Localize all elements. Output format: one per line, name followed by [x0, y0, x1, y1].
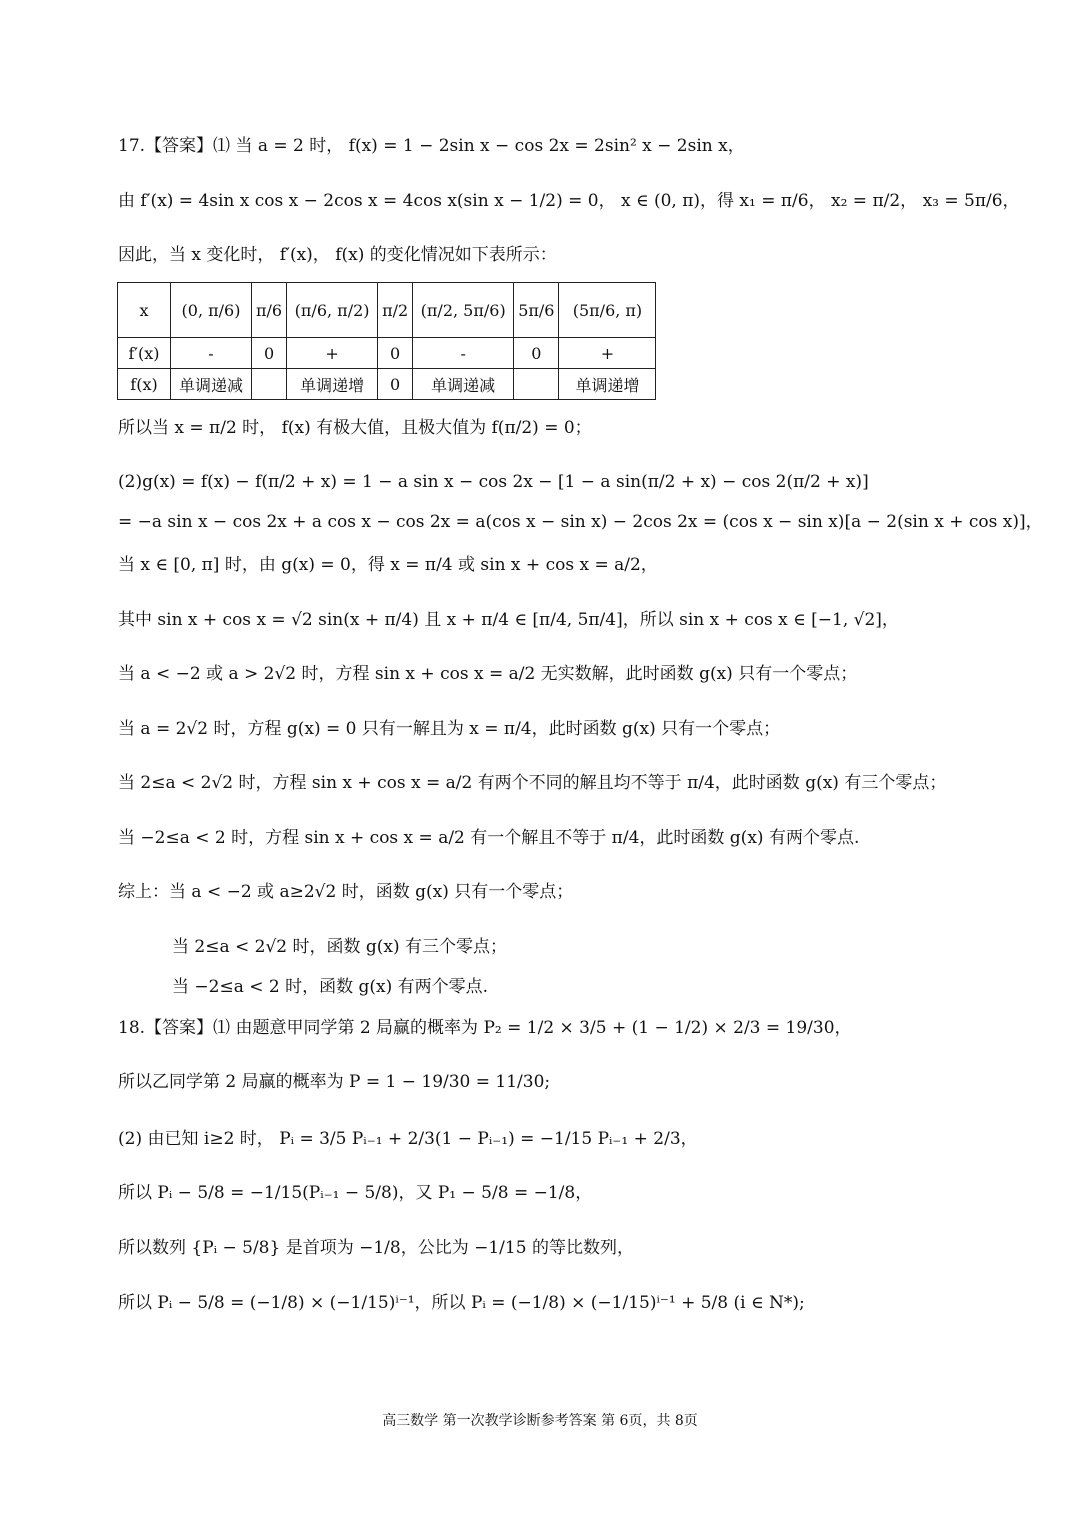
page-footer: 高三数学 第一次教学诊断参考答案 第 6页，共 8页 — [382, 1413, 698, 1429]
q17-line-2: 由 f′(x) = 4sin x cos x − 2cos x = 4cos x(sin x − 1/2) = 0， x ∈ (0, π)，得 x₁ = π/6， x₂ = π/2， x₃ = 5π/6， — [118, 191, 1020, 211]
q17-line-1: 17.【答案】⑴ 当 a = 2 时， f(x) = 1 − 2sin x − cos 2x = 2sin² x − 2sin x， — [118, 136, 745, 156]
q17-line-5: (2)g(x) = f(x) − f(π/2 + x) = 1 − a sin x − cos 2x − [1 − a sin(π/2 + x) − cos 2(π/2 + x)] — [118, 472, 869, 492]
table-cell: π/2 — [378, 283, 413, 338]
table-cell: - — [171, 338, 252, 369]
table-cell: (0, π/6) — [171, 283, 252, 338]
q17-line-4: 所以当 x = π/2 时， f(x) 有极大值，且极大值为 f(π/2) = 0； — [118, 418, 592, 438]
table-cell: 5π/6 — [514, 283, 559, 338]
table-cell: 0 — [252, 338, 287, 369]
q17-line-10: 当 a = 2√2 时，方程 g(x) = 0 只有一解且为 x = π/4，此时函数 g(x) 只有一个零点； — [118, 719, 781, 739]
q17-line-7: 当 x ∈ [0, π] 时，由 g(x) = 0，得 x = π/4 或 sin x + cos x = a/2， — [118, 555, 658, 575]
q17-line-9: 当 a < −2 或 a > 2√2 时，方程 sin x + cos x = a/2 无实数解，此时函数 g(x) 只有一个零点； — [118, 664, 858, 684]
table-cell: π/6 — [252, 283, 287, 338]
table-cell: (π/2, 5π/6) — [413, 283, 514, 338]
table-row-x — [118, 283, 656, 338]
table-cell: 单调递减 — [171, 369, 252, 400]
table-cell: - — [413, 338, 514, 369]
q17-line-11: 当 2≤a < 2√2 时，方程 sin x + cos x = a/2 有两个不同的解且均不等于 π/4，此时函数 g(x) 有三个零点； — [118, 773, 947, 793]
table-cell: 0 — [378, 369, 413, 400]
q18-line-3: (2) 由已知 i≥2 时， Pᵢ = 3/5 Pᵢ₋₁ + 2/3(1 − Pᵢ₋₁) = −1/15 Pᵢ₋₁ + 2/3， — [118, 1129, 698, 1149]
table-cell: 单调递减 — [413, 369, 514, 400]
table-cell: + — [559, 338, 656, 369]
table-row-fprime — [118, 338, 656, 369]
q18-line-2: 所以乙同学第 2 局赢的概率为 P = 1 − 19/30 = 11/30; — [118, 1072, 551, 1092]
table-cell — [252, 369, 287, 400]
q17-line-15: 当 −2≤a < 2 时，函数 g(x) 有两个零点. — [172, 977, 489, 997]
q17-line-12: 当 −2≤a < 2 时，方程 sin x + cos x = a/2 有一个解且不等于 π/4，此时函数 g(x) 有两个零点. — [118, 828, 860, 848]
table-cell — [514, 369, 559, 400]
q18-line-4: 所以 Pᵢ − 5/8 = −1/15(Pᵢ₋₁ − 5/8)，又 P₁ − 5/8 = −1/8， — [118, 1183, 593, 1203]
q17-line-13: 综上：当 a < −2 或 a≥2√2 时，函数 g(x) 只有一个零点； — [118, 882, 574, 902]
table-cell: (π/6, π/2) — [287, 283, 378, 338]
q18-line-1: 18.【答案】⑴ 由题意甲同学第 2 局赢的概率为 P₂ = 1/2 × 3/5 + (1 − 1/2) × 2/3 = 19/30， — [118, 1018, 852, 1038]
table-cell: f′(x) — [118, 338, 171, 369]
table-cell: x — [118, 283, 171, 338]
q17-line-14: 当 2≤a < 2√2 时，函数 g(x) 有三个零点； — [172, 937, 508, 957]
table-cell: 0 — [378, 338, 413, 369]
q18-line-5: 所以数列 {Pᵢ − 5/8} 是首项为 −1/8，公比为 −1/15 的等比数列， — [118, 1238, 634, 1258]
q17-line-3: 因此，当 x 变化时， f′(x)， f(x) 的变化情况如下表所示： — [118, 245, 557, 265]
q17-line-6: = −a sin x − cos 2x + a cos x − cos 2x = a(cos x − sin x) − 2cos 2x = (cos x − sin x)[a − 2(sin x + cos x)]， — [118, 512, 1043, 532]
table-cell: 单调递增 — [559, 369, 656, 400]
q18-line-6: 所以 Pᵢ − 5/8 = (−1/8) × (−1/15)ⁱ⁻¹，所以 Pᵢ = (−1/8) × (−1/15)ⁱ⁻¹ + 5/8 (i ∈ N*); — [118, 1293, 805, 1313]
table-cell: (5π/6, π) — [559, 283, 656, 338]
table-row-f — [118, 369, 656, 400]
table-cell: + — [287, 338, 378, 369]
table-cell: 0 — [514, 338, 559, 369]
table-cell: 单调递增 — [287, 369, 378, 400]
derivative-sign-table — [117, 282, 656, 400]
q17-line-8: 其中 sin x + cos x = √2 sin(x + π/4) 且 x + π/4 ∈ [π/4, 5π/4]，所以 sin x + cos x ∈ [−1, √2]， — [118, 610, 899, 630]
table-cell: f(x) — [118, 369, 171, 400]
